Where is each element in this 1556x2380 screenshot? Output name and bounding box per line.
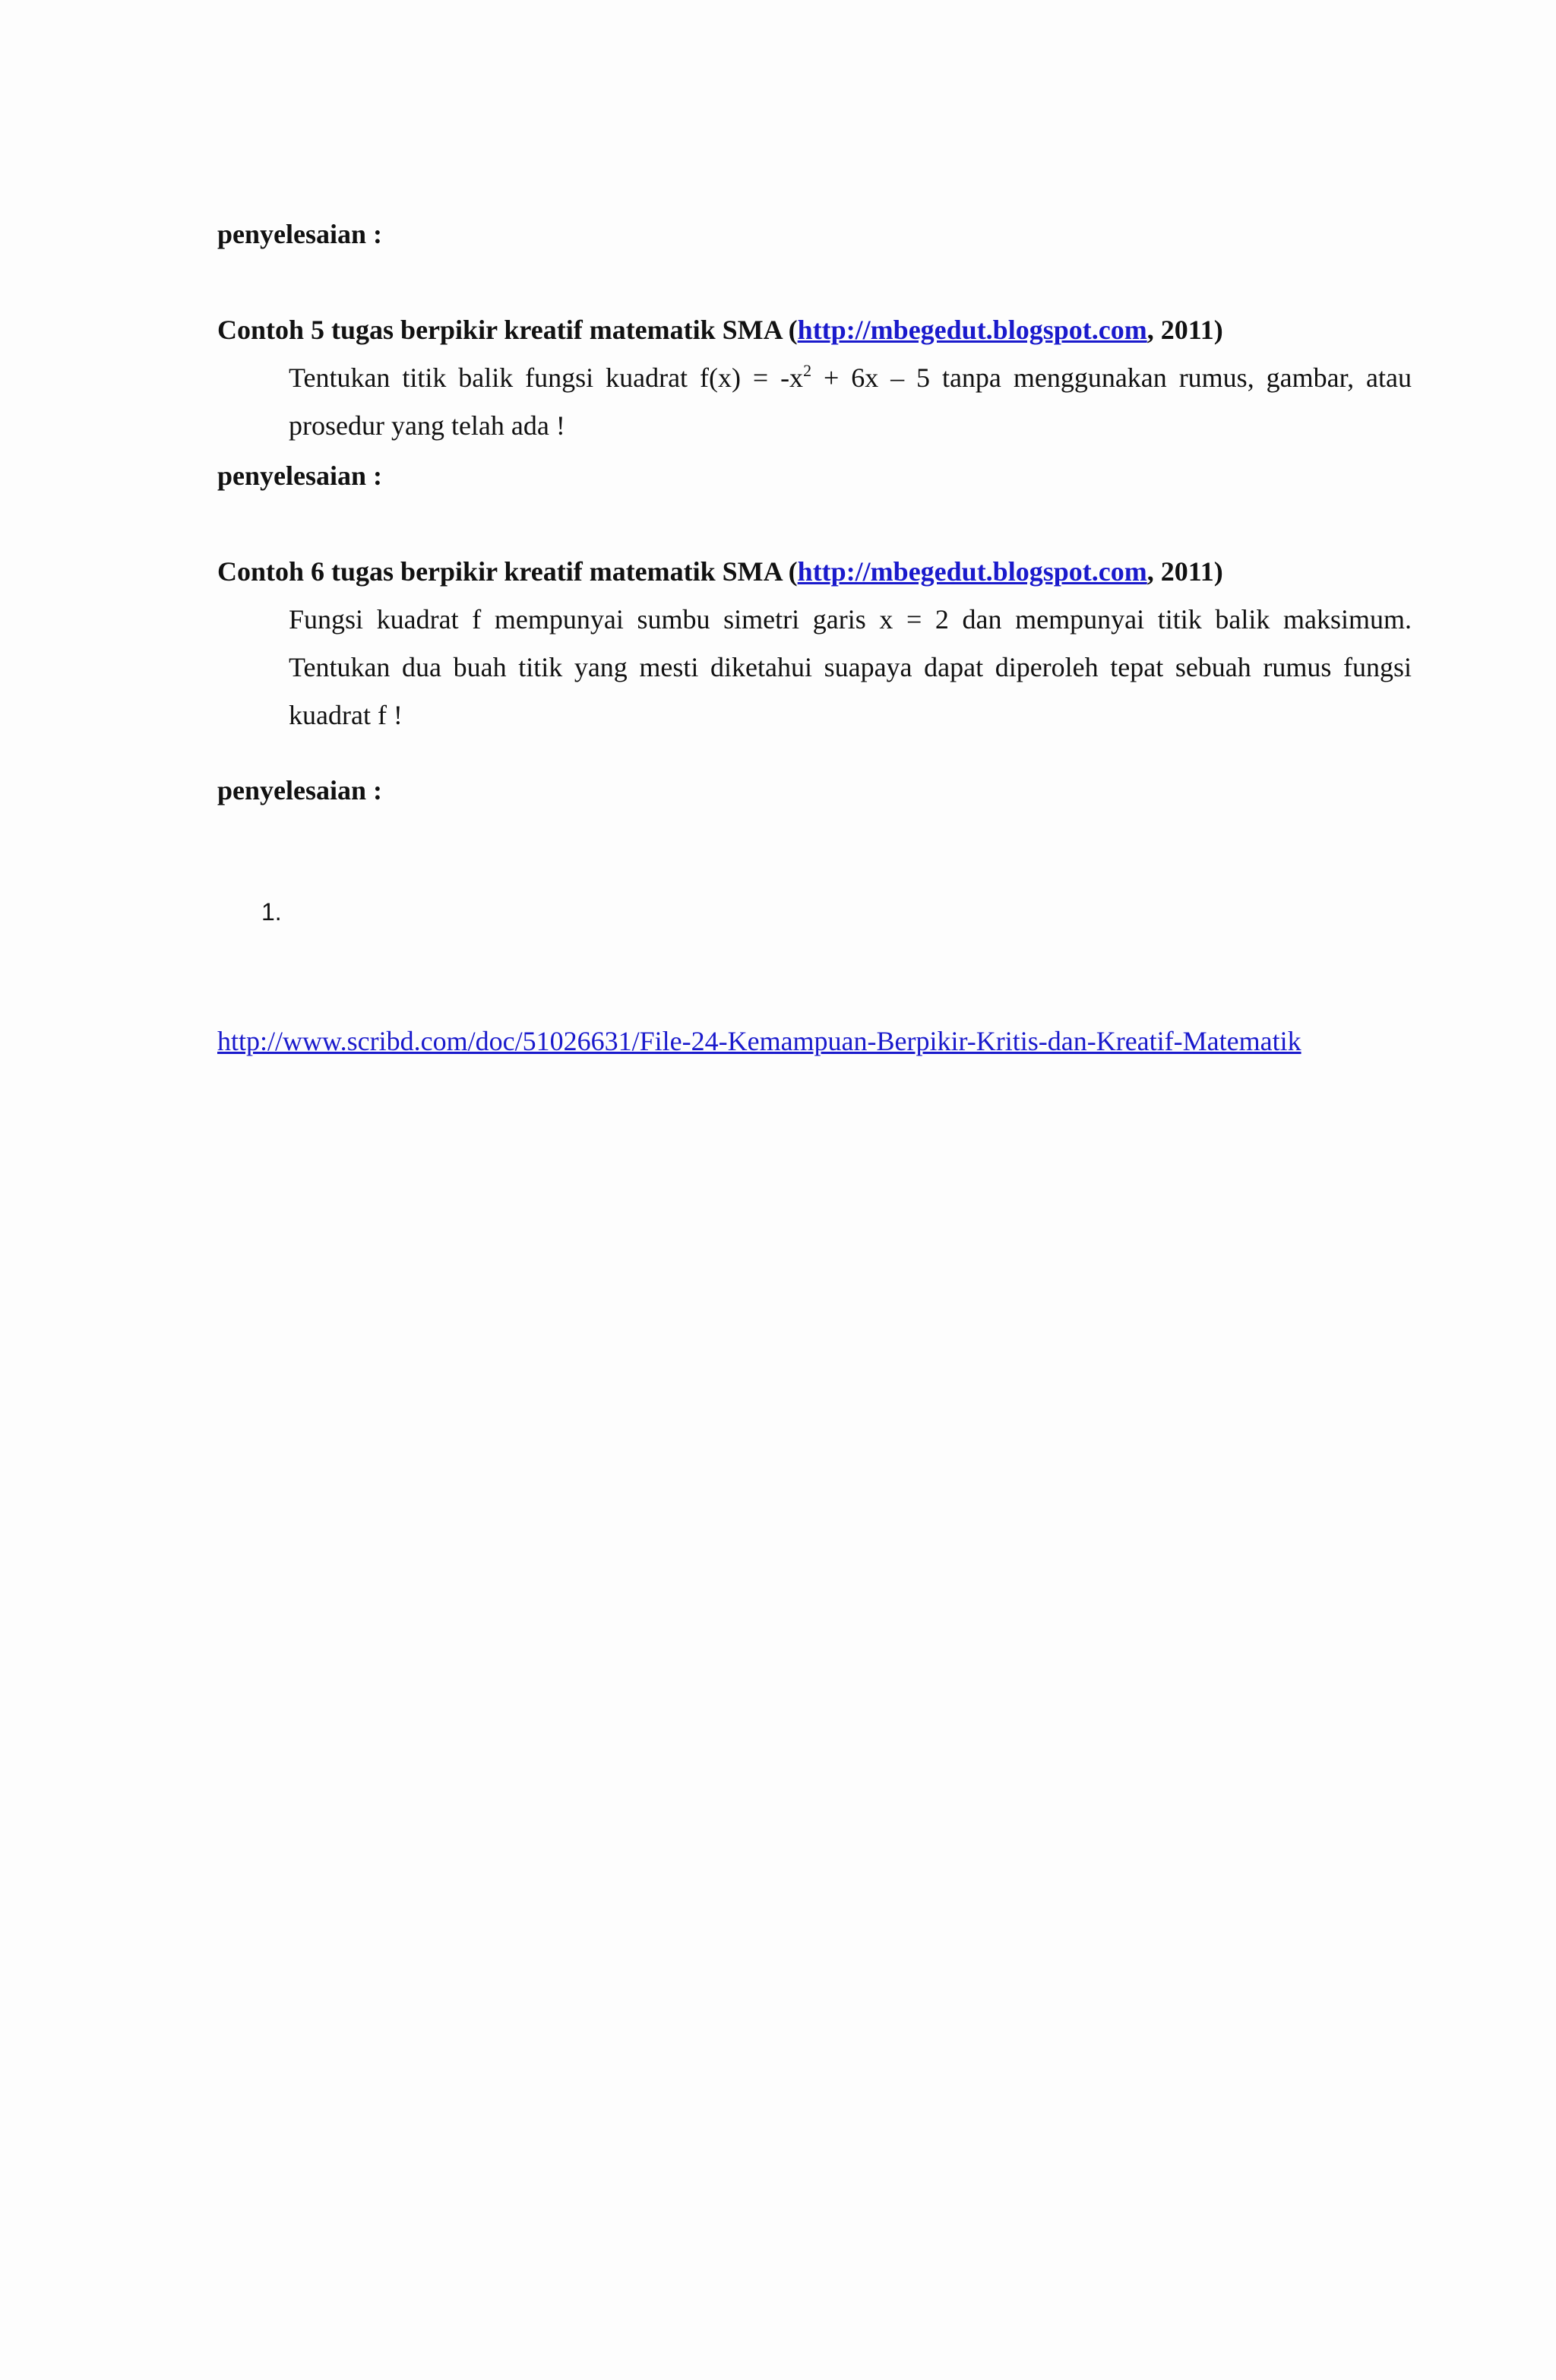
example-6-heading-prefix: Contoh 6 tugas berpikir kreatif matematik SMA ( [217,556,798,587]
list-item-number: 1. [261,898,282,926]
example-6-line-3: kuadrat f ! [289,700,403,730]
example-6-body [289,596,1412,739]
example-5-body [289,354,1412,450]
example-6-heading [217,553,1223,590]
example-5-source-link[interactable]: http://mbegedut.blogspot.com [797,315,1147,345]
example-6-source-link[interactable]: http://mbegedut.blogspot.com [797,556,1147,587]
example-6-line-1: Fungsi kuadrat f mempunyai sumbu simetri garis x = 2 dan mempunyai titik balik maksimum. [289,604,1412,635]
example-6-heading-suffix: , 2011) [1146,556,1223,587]
exponent: 2 [803,361,812,380]
example-5-line-2: prosedur yang telah ada ! [289,410,565,441]
solution-label-2: penyelesaian : [217,460,383,491]
example-5-line-1 [289,354,1412,402]
reference-line [217,1023,1301,1059]
example-5-heading-prefix: Contoh 5 tugas berpikir kreatif matematik SMA ( [217,315,798,345]
reference-link[interactable]: http://www.scribd.com/doc/51026631/File-24-Kemampuan-Berpikir-Kritis-dan-Kreatif-Matematik [217,1026,1301,1056]
solution-label-1: penyelesaian : [217,219,383,249]
example-5-line-1-a: Tentukan titik balik fungsi kuadrat f(x) = -x [289,362,804,393]
example-6-line-2: Tentukan dua buah titik yang mesti diketahui suapaya dapat diperoleh tepat sebuah rumus fungsi [289,652,1412,682]
example-5-heading-suffix: , 2011) [1146,315,1223,345]
example-5-heading [217,312,1223,348]
example-5-line-1-b: + 6x – 5 tanpa menggunakan rumus, gambar, atau [811,362,1412,393]
solution-label-3: penyelesaian : [217,775,383,805]
